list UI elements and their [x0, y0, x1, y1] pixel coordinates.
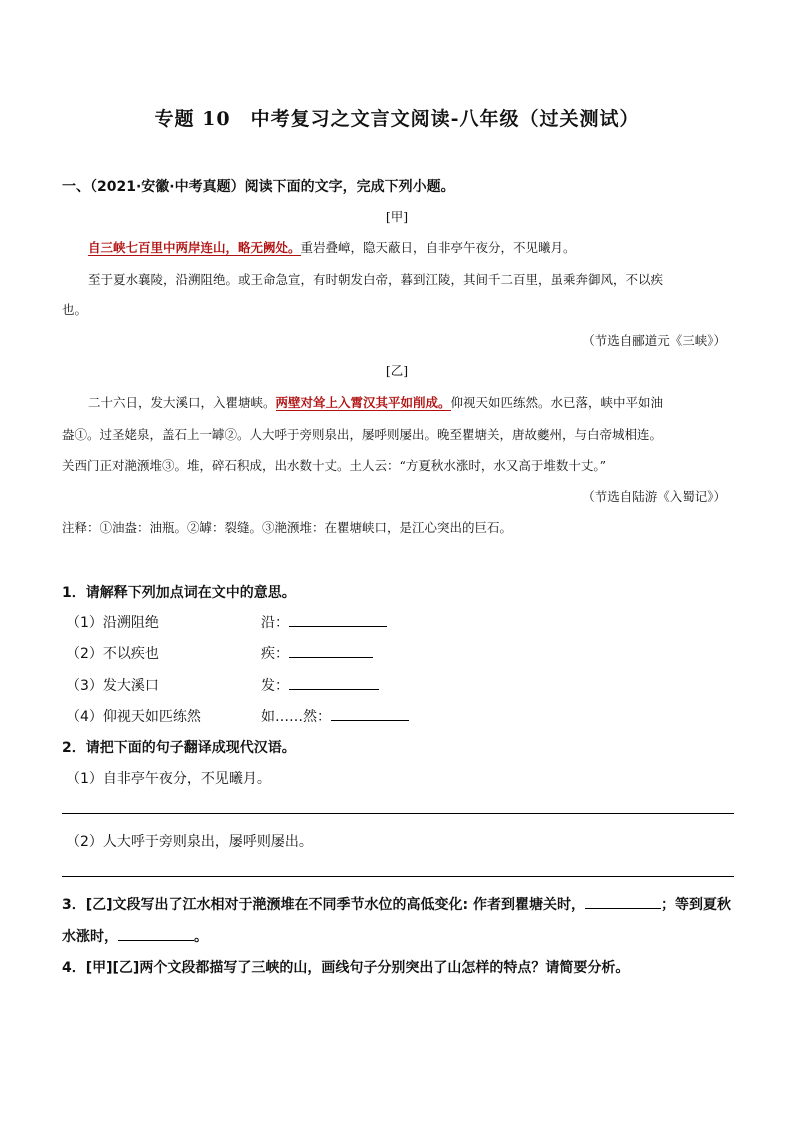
q1-item-4-answer	[261, 706, 409, 726]
passage-a-line-1-rest: 重岩叠嶂，隐天蔽日，自非亭午夜分，不见曦月。	[300, 240, 576, 255]
answer-blank-4[interactable]	[331, 706, 409, 721]
question-4-stem: 4．[甲][乙]两个文段都描写了三峡的山，画线句子分别突出了山怎样的特点？请简要分析。	[62, 960, 630, 976]
passage-b-line-3: 关西门正对滟滪堆③。堆，碎石积成，出水数十丈。土人云：“方夏秋水涨时，水又高于堆数十丈。”	[62, 458, 607, 473]
passage-b-line-1-start: 二十六日，发大溪口，入瞿塘峡。	[88, 395, 276, 410]
underlined-sentence-a: 自三峡七百里中两岸连山，略无阙处。	[88, 240, 301, 255]
passage-b-label: [乙]	[385, 363, 409, 378]
answer-line-1[interactable]	[62, 813, 734, 814]
q3-text-2: ；等到夏秋	[661, 897, 732, 913]
question-3-line-2	[62, 926, 208, 946]
q3-text-3: 水涨时，	[62, 929, 118, 945]
q1-item-2-answer	[261, 643, 373, 663]
q1-item-1-answer	[261, 612, 387, 632]
q1-item-4-phrase: （4）仰视天如匹练然	[66, 709, 201, 725]
passage-a-line-2: 至于夏水襄陵，沿溯阻绝。或王命急宣，有时朝发白帝，暮到江陵，其间千二百里，虽乘奔御风，不以疾	[88, 272, 664, 287]
q1-item-4-word: 如……然：	[261, 709, 331, 725]
q1-item-3-phrase: （3）发大溪口	[66, 678, 159, 694]
q3-text-4: 。	[194, 929, 208, 945]
q1-item-1-phrase: （1）沿溯阻绝	[66, 615, 159, 631]
passage-b-line-1	[88, 393, 663, 411]
q1-item-1-word: 沿：	[261, 615, 289, 631]
q1-item-2-phrase: （2）不以疾也	[66, 646, 159, 662]
passage-b-source: （节选自陆游《入蜀记》）	[582, 489, 726, 504]
answer-blank-1[interactable]	[289, 612, 387, 627]
passage-b-line-2: 盎①。过圣姥泉，盖石上一罅②。人大呼于旁则泉出，屡呼则屡出。晚至瞿塘关，唐故夔州，与白帝城相连。	[62, 427, 663, 442]
underlined-sentence-b: 两壁对耸上入霄汉其平如削成。	[275, 395, 451, 410]
answer-blank-3[interactable]	[289, 675, 379, 690]
annotation-notes: 注释：①油盎：油瓶。②罅：裂缝。③滟滪堆：在瞿塘峡口，是江心突出的巨石。	[62, 520, 513, 535]
q2-sentence-2: （2）人大呼于旁则泉出，屡呼则屡出。	[66, 834, 313, 850]
answer-blank-6[interactable]	[118, 926, 194, 941]
page-title: 专题 10 中考复习之文言文阅读-八年级（过关测试）	[154, 108, 640, 130]
passage-a-label: [甲]	[385, 209, 409, 224]
section-heading: 一、（2021·安徽·中考真题）阅读下面的文字，完成下列小题。	[62, 179, 455, 195]
question-2-stem: 2．请把下面的句子翻译成现代汉语。	[62, 740, 296, 756]
q1-item-3-word: 发：	[261, 678, 289, 694]
question-1-stem: 1．请解释下列加点词在文中的意思。	[62, 585, 296, 601]
q2-sentence-1: （1）自非亭午夜分，不见曦月。	[66, 771, 271, 787]
q1-item-2-word: 疾：	[261, 646, 289, 662]
passage-a-line-3: 也。	[62, 302, 88, 317]
q1-item-3-answer	[261, 675, 379, 695]
passage-b-line-1-end: 仰视天如匹练然。水已落，峡中平如油	[450, 395, 664, 410]
passage-a-source: （节选自郦道元《三峡》）	[582, 333, 726, 348]
answer-line-2[interactable]	[62, 876, 734, 877]
answer-blank-5[interactable]	[585, 894, 661, 909]
answer-blank-2[interactable]	[289, 643, 373, 658]
question-3-line-1	[62, 894, 731, 914]
passage-a-line-1	[88, 238, 576, 256]
q3-text-1: 3．[乙]文段写出了江水相对于滟滪堆在不同季节水位的高低变化: 作者到瞿塘关时，	[62, 897, 586, 913]
